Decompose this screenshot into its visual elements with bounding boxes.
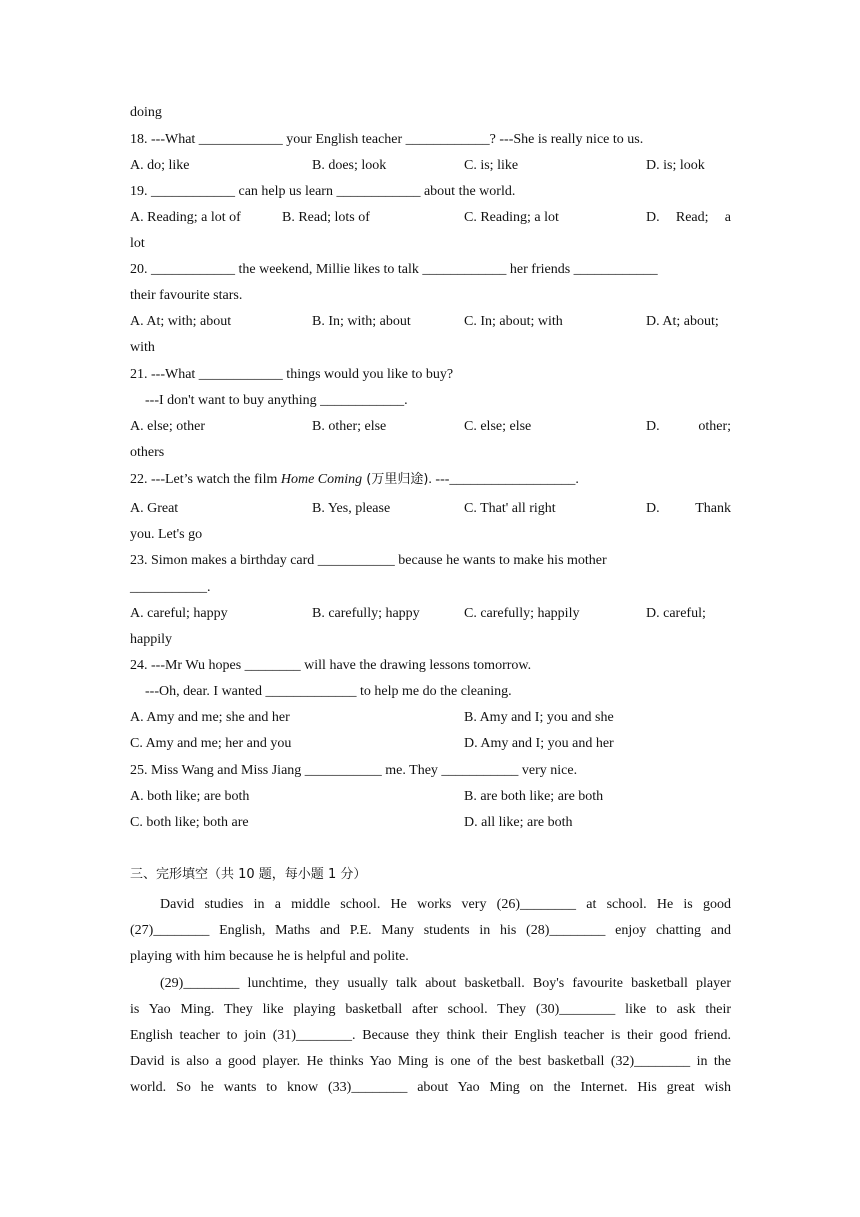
q21-option-d: D. other; — [646, 419, 731, 434]
passage-line: David is also a good player. He thinks Yao Ming is one of the best basketball (32)________ in the — [130, 1054, 731, 1069]
q23-option-b: B. carefully; happy — [312, 606, 420, 621]
q25-option-a: A. both like; are both — [130, 789, 250, 804]
q19-option-c: C. Reading; a lot — [464, 210, 559, 225]
passage-line: David studies in a middle school. He works very (26)________ at school. He is good — [160, 897, 731, 912]
question-20-cont: their favourite stars. — [130, 288, 243, 303]
question-24-reply: ---Oh, dear. I wanted _____________ to help me do the cleaning. — [145, 684, 512, 699]
q18-option-b: B. does; look — [312, 158, 387, 173]
q24-option-c: C. Amy and me; her and you — [130, 736, 292, 751]
q23-option-d-wrap: happily — [130, 632, 172, 647]
question-22 — [130, 467, 579, 493]
q21-option-b: B. other; else — [312, 419, 387, 434]
q22-option-c: C. That' all right — [464, 501, 556, 516]
question-23-cont: ___________. — [130, 580, 211, 595]
q19-option-b: B. Read; lots of — [282, 210, 370, 225]
q19-option-d: D. Read; a — [646, 210, 731, 225]
q21-option-d-wrap: others — [130, 445, 165, 460]
q20-option-d: D. At; about; — [646, 314, 719, 329]
q22-chinese-title: (万里归途) — [362, 472, 429, 487]
question-21-reply: ---I don't want to buy anything ____________. — [145, 393, 408, 408]
q25-option-d: D. all like; are both — [464, 815, 573, 830]
passage-line: is Yao Ming. They like playing basketball after school. They (30)________ like to ask their — [130, 1002, 731, 1017]
q18-option-a: A. do; like — [130, 158, 190, 173]
question-19: 19. ____________ can help us learn ____________ about the world. — [130, 184, 516, 199]
passage-line: English teacher to join (31)________. Because they think their English teacher is their good friend. — [130, 1028, 731, 1043]
q19-option-a: A. Reading; a lot of — [130, 210, 241, 225]
q22-blank: . ---__________________. — [428, 472, 579, 487]
q22-text: 22. ---Let’s watch the film — [130, 472, 281, 487]
question-21: 21. ---What ____________ things would you like to buy? — [130, 367, 454, 382]
question-23: 23. Simon makes a birthday card ___________ because he wants to make his mother — [130, 553, 607, 568]
q23-option-d: D. careful; — [646, 606, 706, 621]
q24-option-d: D. Amy and I; you and her — [464, 736, 614, 751]
passage-line: (27)________ English, Maths and P.E. Many students in his (28)________ enjoy chatting and — [130, 923, 731, 938]
q20-option-c: C. In; about; with — [464, 314, 563, 329]
question-20: 20. ____________ the weekend, Millie likes to talk ____________ her friends ____________ — [130, 262, 658, 277]
q18-option-d: D. is; look — [646, 158, 705, 173]
q22-option-a: A. Great — [130, 501, 179, 516]
q21-option-c: C. else; else — [464, 419, 532, 434]
q20-option-b: B. In; with; about — [312, 314, 411, 329]
q23-option-c: C. carefully; happily — [464, 606, 580, 621]
passage-line: world. So he wants to know (33)________ about Yao Ming on the Internet. His great wish — [130, 1080, 731, 1095]
question-18: 18. ---What ____________ your English teacher ____________? ---She is really nice to us. — [130, 132, 644, 147]
q22-option-b: B. Yes, please — [312, 501, 391, 516]
q25-option-c: C. both like; both are — [130, 815, 249, 830]
question-24: 24. ---Mr Wu hopes ________ will have the drawing lessons tomorrow. — [130, 658, 532, 673]
passage-line: (29)________ lunchtime, they usually talk about basketball. Boy's favourite basketball player — [160, 976, 731, 991]
text-line: doing — [130, 105, 162, 120]
q19-option-d-wrap: lot — [130, 236, 145, 251]
q25-option-b: B. are both like; are both — [464, 789, 604, 804]
q20-option-a: A. At; with; about — [130, 314, 232, 329]
question-25: 25. Miss Wang and Miss Jiang ___________ me. They ___________ very nice. — [130, 763, 578, 778]
q20-option-d-wrap: with — [130, 340, 155, 355]
q22-option-d: D. Thank — [646, 501, 731, 516]
q23-option-a: A. careful; happy — [130, 606, 228, 621]
q21-option-a: A. else; other — [130, 419, 206, 434]
passage-line: playing with him because he is helpful and polite. — [130, 949, 409, 964]
q22-option-d-wrap: you. Let's go — [130, 527, 203, 542]
q18-option-c: C. is; like — [464, 158, 519, 173]
section-heading: 三、完形填空（共 10 题，每小题 1 分） — [130, 867, 367, 882]
q24-option-b: B. Amy and I; you and she — [464, 710, 614, 725]
q24-option-a: A. Amy and me; she and her — [130, 710, 290, 725]
q22-film-title: Home Coming — [280, 472, 363, 487]
